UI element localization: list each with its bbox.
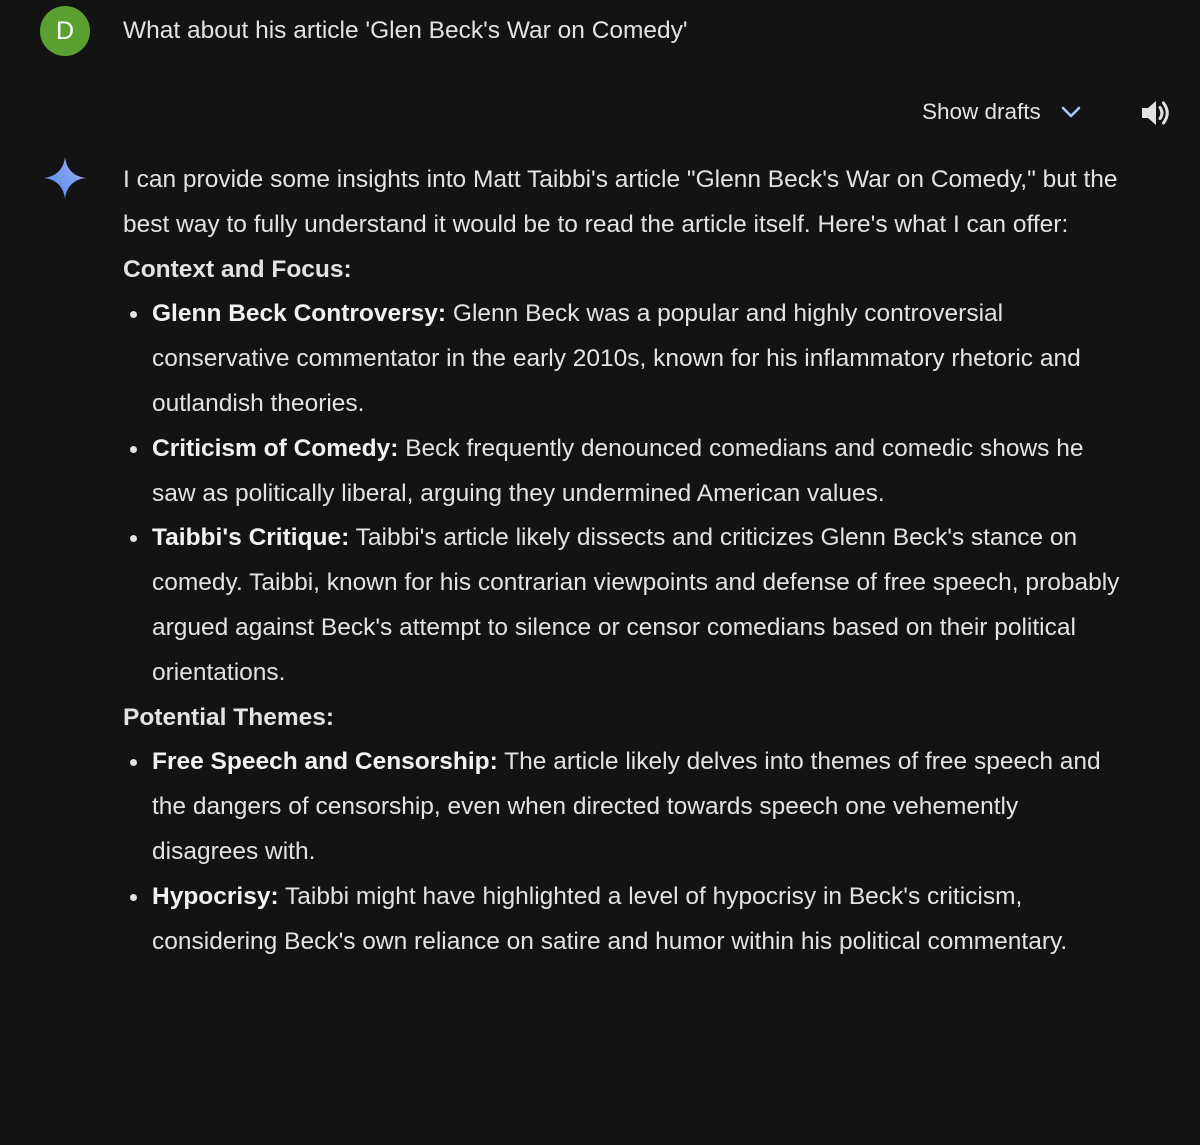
item-title: Taibbi's Critique: <box>152 524 350 552</box>
item-title: Hypocrisy: <box>152 882 279 910</box>
user-message <box>40 6 688 56</box>
gemini-sparkle-icon <box>42 155 88 201</box>
item-title: Free Speech and Censorship: <box>152 748 498 776</box>
list-item <box>152 427 1123 517</box>
avatar-letter: D <box>55 16 75 45</box>
scroll-fade-overlay <box>0 1095 1200 1145</box>
list-item <box>152 875 1123 965</box>
show-drafts-label: Show drafts <box>922 99 1041 124</box>
context-list <box>123 292 1123 695</box>
show-drafts-button[interactable] <box>922 92 1083 132</box>
user-query-text: What about his article 'Glen Beck's War on Comedy' <box>123 17 688 44</box>
item-text: Taibbi might have highlighted a level of hypocrisy in Beck's criticism, considering Beck's own reliance on satire and humor within his political commentary. <box>152 882 1068 955</box>
item-title: Criticism of Comedy: <box>152 434 399 462</box>
section-heading-context: Context and Focus: <box>123 255 352 283</box>
item-text: Taibbi's article likely dissects and criticizes Glenn Beck's stance on comedy. Taibbi, known for his contrarian viewpoints and defense of free speech, probably argued against Beck's attempt to silence or censor comedians based on their political orientations. <box>152 524 1120 686</box>
list-item <box>152 292 1123 426</box>
response-intro: I can provide some insights into Matt Taibbi's article "Glenn Beck's War on Comedy," but the best way to fully understand it would be to read the article itself. Here's what I can offer: <box>123 166 1118 238</box>
response-toolbar <box>0 92 1200 132</box>
section-heading-themes: Potential Themes: <box>123 703 335 731</box>
item-title: Glenn Beck Controversy: <box>152 300 447 328</box>
themes-list <box>123 740 1123 964</box>
chevron-down-icon <box>1059 100 1083 124</box>
item-text: The article likely delves into themes of free speech and the dangers of censorship, even when directed towards speech one vehemently disagrees with. <box>152 748 1101 865</box>
user-avatar[interactable] <box>40 6 90 56</box>
item-text: Beck frequently denounced comedians and comedic shows he saw as politically liberal, arguing they undermined American values. <box>152 434 1084 507</box>
list-item <box>152 740 1123 874</box>
item-text: Glenn Beck was a popular and highly controversial conservative commentator in the early 2010s, known for his inflammatory rhetoric and outlandish theories. <box>152 300 1081 417</box>
model-response <box>123 158 1123 964</box>
speaker-icon[interactable] <box>1138 95 1174 131</box>
list-item <box>152 516 1123 695</box>
